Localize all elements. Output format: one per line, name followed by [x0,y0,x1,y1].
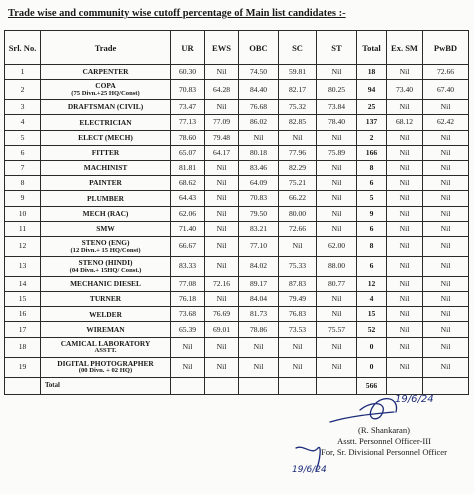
srl-cell: 6 [5,145,41,160]
trade-cell [41,145,171,160]
pwbd-cell: Nil [423,176,469,191]
total-cell: 0 [357,337,387,357]
pwbd-cell: Nil [423,357,469,377]
trade-cell [41,256,171,276]
ur-cell: 77.13 [171,115,205,130]
total-row [5,377,469,394]
obc-cell: 74.50 [239,65,279,80]
trade-cell [41,160,171,175]
table-row [5,176,469,191]
srl-cell: 11 [5,221,41,236]
cutoff-table [4,30,469,395]
total-cell: 94 [357,80,387,100]
srl-cell: 12 [5,236,41,256]
trade-cell [41,337,171,357]
trade-subtext: (75 Divn.+25 HQ/Const) [71,89,140,97]
total-cell: 0 [357,357,387,377]
sc-cell: 72.66 [279,221,317,236]
handwritten-date-1: 19/6/24 [395,394,434,405]
srl-cell: 7 [5,160,41,175]
header-ur: UR [171,31,205,65]
sc-cell: 75.32 [279,100,317,115]
exsm-cell: Nil [387,337,423,357]
st-cell: 75.57 [317,322,357,337]
header-ex-sm: Ex. SM [387,31,423,65]
sc-cell: 66.22 [279,191,317,206]
obc-cell: 83.46 [239,160,279,175]
table-row [5,100,469,115]
header-st: ST [317,31,357,65]
pwbd-cell: Nil [423,191,469,206]
srl-cell: 16 [5,307,41,322]
exsm-cell: Nil [387,145,423,160]
grand-total: 566 [357,377,387,394]
header-obc: OBC [239,31,279,65]
ur-cell: 66.67 [171,236,205,256]
total-cell: 2 [357,130,387,145]
st-cell: Nil [317,65,357,80]
trade-subtext: (12 Divn.+ 15 HQ/Const) [70,246,141,254]
trade-cell [41,357,171,377]
table-row [5,236,469,256]
exsm-cell: Nil [387,191,423,206]
exsm-cell: Nil [387,357,423,377]
exsm-cell: Nil [387,322,423,337]
pwbd-cell: Nil [423,130,469,145]
ews-cell: 79.48 [205,130,239,145]
trade-subtext: ASSTT. [94,347,117,355]
srl-cell: 13 [5,256,41,276]
trade-cell [41,292,171,307]
ews-cell: Nil [205,176,239,191]
trade-cell [41,307,171,322]
total-label: Total [41,377,171,394]
header-srl: Srl. No. [5,31,41,65]
obc-cell: 80.18 [239,145,279,160]
total-cell: 137 [357,115,387,130]
pwbd-cell: Nil [423,160,469,175]
ews-cell: Nil [205,65,239,80]
signatory-for-line: For, Sr. Divisional Personnel Officer [320,447,447,457]
total-cell: 12 [357,276,387,291]
table-body [5,65,469,378]
st-cell: Nil [317,191,357,206]
total-cell: 8 [357,236,387,256]
ur-cell: 71.40 [171,221,205,236]
exsm-cell: Nil [387,130,423,145]
trade-name: WIREMAN [86,324,125,334]
exsm-cell: Nil [387,206,423,221]
total-cell: 18 [357,65,387,80]
st-cell: 73.84 [317,100,357,115]
obc-cell: 77.10 [239,236,279,256]
exsm-cell: Nil [387,100,423,115]
st-cell: Nil [317,221,357,236]
total-cell: 6 [357,221,387,236]
obc-cell: 86.02 [239,115,279,130]
obc-cell: Nil [239,357,279,377]
trade-cell [41,322,171,337]
table-row [5,80,469,100]
ur-cell: 60.30 [171,65,205,80]
sc-cell: 82.85 [279,115,317,130]
total-cell: 15 [357,307,387,322]
srl-cell: 3 [5,100,41,115]
table-row [5,115,469,130]
st-cell: Nil [317,130,357,145]
table-row [5,221,469,236]
st-cell: 88.00 [317,256,357,276]
obc-cell: 84.02 [239,256,279,276]
table-row [5,160,469,175]
ews-cell: 64.17 [205,145,239,160]
ews-cell: Nil [205,191,239,206]
ur-cell: 70.83 [171,80,205,100]
ur-cell: Nil [171,357,205,377]
total-cell: 5 [357,191,387,206]
exsm-cell: Nil [387,256,423,276]
ur-cell: 62.06 [171,206,205,221]
document-heading: Trade wise and community wise cutoff percentage of Main list candidates :- [8,8,346,19]
obc-cell: 83.21 [239,221,279,236]
st-cell: 80.77 [317,276,357,291]
obc-cell: 89.17 [239,276,279,291]
trade-cell [41,80,171,100]
srl-cell: 1 [5,65,41,80]
header-sc: SC [279,31,317,65]
sc-cell: 75.21 [279,176,317,191]
sc-cell: 73.53 [279,322,317,337]
srl-cell: 19 [5,357,41,377]
trade-cell [41,221,171,236]
trade-name: MECH (RAC) [82,208,129,218]
exsm-cell: Nil [387,65,423,80]
srl-cell: 17 [5,322,41,337]
ur-cell: 64.43 [171,191,205,206]
pwbd-cell: 72.66 [423,65,469,80]
sc-cell: 87.83 [279,276,317,291]
exsm-cell: Nil [387,160,423,175]
obc-cell: 78.86 [239,322,279,337]
pwbd-cell: Nil [423,322,469,337]
exsm-cell: Nil [387,292,423,307]
ews-cell: Nil [205,337,239,357]
ews-cell: 76.69 [205,307,239,322]
ews-cell: Nil [205,206,239,221]
ur-cell: 65.39 [171,322,205,337]
ur-cell: 83.33 [171,256,205,276]
trade-cell [41,115,171,130]
ur-cell: 65.07 [171,145,205,160]
header-ews: EWS [205,31,239,65]
table-row [5,206,469,221]
ews-cell: 72.16 [205,276,239,291]
signature-block [300,425,468,458]
table-row [5,191,469,206]
table-row [5,307,469,322]
table-row [5,65,469,80]
ews-cell: 69.01 [205,322,239,337]
ews-cell: Nil [205,160,239,175]
sc-cell: 82.17 [279,80,317,100]
total-cell: 6 [357,176,387,191]
total-cell: 8 [357,160,387,175]
obc-cell: 76.68 [239,100,279,115]
sc-cell: 76.83 [279,307,317,322]
sc-cell: Nil [279,130,317,145]
st-cell: Nil [317,357,357,377]
srl-cell: 5 [5,130,41,145]
obc-cell: 84.04 [239,292,279,307]
table-row [5,357,469,377]
srl-cell: 14 [5,276,41,291]
ews-cell: Nil [205,256,239,276]
pwbd-cell: Nil [423,206,469,221]
trade-cell [41,130,171,145]
st-cell: Nil [317,176,357,191]
sc-cell: 77.96 [279,145,317,160]
sc-cell: Nil [279,236,317,256]
header-trade: Trade [41,31,171,65]
exsm-cell: Nil [387,276,423,291]
pwbd-cell: Nil [423,221,469,236]
srl-cell: 4 [5,115,41,130]
table-row [5,130,469,145]
ews-cell: Nil [205,357,239,377]
obc-cell: Nil [239,130,279,145]
table-row [5,322,469,337]
trade-name: DIGITAL PHOTOGRAPHER [57,358,154,368]
trade-subtext: (00 Divn. + 02 HQ) [78,367,133,375]
trade-name: SMW [96,223,115,233]
total-cell: 166 [357,145,387,160]
ur-cell: 77.08 [171,276,205,291]
sc-cell: 80.00 [279,206,317,221]
ews-cell: Nil [205,100,239,115]
exsm-cell: 73.40 [387,80,423,100]
trade-name: ELECTRICIAN [79,117,132,127]
ews-cell: Nil [205,221,239,236]
signatory-designation: Asstt. Personnel Officer-III [337,436,431,446]
exsm-cell: Nil [387,221,423,236]
header-total: Total [357,31,387,65]
ur-cell: 73.68 [171,307,205,322]
ur-cell: 68.62 [171,176,205,191]
pwbd-cell: Nil [423,145,469,160]
trade-cell [41,65,171,80]
signatory-name: (R. Shankaran) [357,425,411,435]
srl-cell: 10 [5,206,41,221]
sc-cell: 75.33 [279,256,317,276]
exsm-cell: Nil [387,176,423,191]
trade-name: TURNER [89,294,122,304]
ur-cell: 73.47 [171,100,205,115]
trade-name: MACHINIST [83,163,128,173]
table-row [5,337,469,357]
sc-cell: Nil [279,357,317,377]
trade-name: FITTER [91,148,120,158]
total-cell: 4 [357,292,387,307]
trade-subtext: (04 Divn.+ 15HQ/ Const.) [69,266,142,274]
table-row [5,256,469,276]
trade-name: CARPENTER [82,67,129,77]
sc-cell: 79.49 [279,292,317,307]
ur-cell: 78.60 [171,130,205,145]
trade-name: MECHANIC DIESEL [70,279,141,289]
pwbd-cell: Nil [423,307,469,322]
srl-cell: 9 [5,191,41,206]
pwbd-cell: Nil [423,236,469,256]
trade-cell [41,191,171,206]
obc-cell: 81.73 [239,307,279,322]
exsm-cell: 68.12 [387,115,423,130]
pwbd-cell: Nil [423,100,469,115]
ews-cell: Nil [205,292,239,307]
st-cell: Nil [317,206,357,221]
st-cell: 78.40 [317,115,357,130]
total-cell: 9 [357,206,387,221]
ur-cell: Nil [171,337,205,357]
trade-name: STENO (HINDI) [78,258,133,268]
total-srl-cell [5,377,41,394]
exsm-cell: Nil [387,307,423,322]
obc-cell: 84.40 [239,80,279,100]
trade-name: WELDER [89,309,122,319]
trade-name: STENO (ENG) [81,238,130,248]
sc-cell: 82.29 [279,160,317,175]
trade-name: ELECT (MECH) [78,132,133,142]
exsm-cell: Nil [387,236,423,256]
total-cell: 52 [357,322,387,337]
table-row [5,276,469,291]
pwbd-cell: 67.40 [423,80,469,100]
srl-cell: 2 [5,80,41,100]
trade-cell [41,206,171,221]
srl-cell: 15 [5,292,41,307]
srl-cell: 18 [5,337,41,357]
header-pwbd: PwBD [423,31,469,65]
trade-name: CAMICAL LABORATORY [60,338,151,348]
st-cell: Nil [317,337,357,357]
st-cell: 75.89 [317,145,357,160]
total-cell: 25 [357,100,387,115]
table-row [5,292,469,307]
st-cell: Nil [317,160,357,175]
obc-cell: 70.83 [239,191,279,206]
ews-cell: 64.28 [205,80,239,100]
trade-cell [41,100,171,115]
trade-name: DRAFTSMAN (CIVIL) [67,102,144,112]
ur-cell: 81.81 [171,160,205,175]
sc-cell: 59.81 [279,65,317,80]
ews-cell: Nil [205,236,239,256]
trade-cell [41,176,171,191]
st-cell: Nil [317,292,357,307]
ur-cell: 76.18 [171,292,205,307]
trade-cell [41,276,171,291]
ews-cell: 77.09 [205,115,239,130]
pwbd-cell: Nil [423,292,469,307]
trade-name: PLUMBER [87,193,124,203]
st-cell: 80.25 [317,80,357,100]
sc-cell: Nil [279,337,317,357]
pwbd-cell: Nil [423,276,469,291]
trade-name: COPA [95,81,116,91]
st-cell: Nil [317,307,357,322]
pwbd-cell: 62.42 [423,115,469,130]
trade-name: PAINTER [89,178,122,188]
trade-cell [41,236,171,256]
header-row [5,31,469,65]
table-row [5,145,469,160]
handwritten-date-2: 19/6/24 [292,465,327,475]
obc-cell: 64.09 [239,176,279,191]
obc-cell: 79.50 [239,206,279,221]
srl-cell: 8 [5,176,41,191]
pwbd-cell: Nil [423,256,469,276]
total-cell: 6 [357,256,387,276]
pwbd-cell: Nil [423,337,469,357]
st-cell: 62.00 [317,236,357,256]
obc-cell: Nil [239,337,279,357]
